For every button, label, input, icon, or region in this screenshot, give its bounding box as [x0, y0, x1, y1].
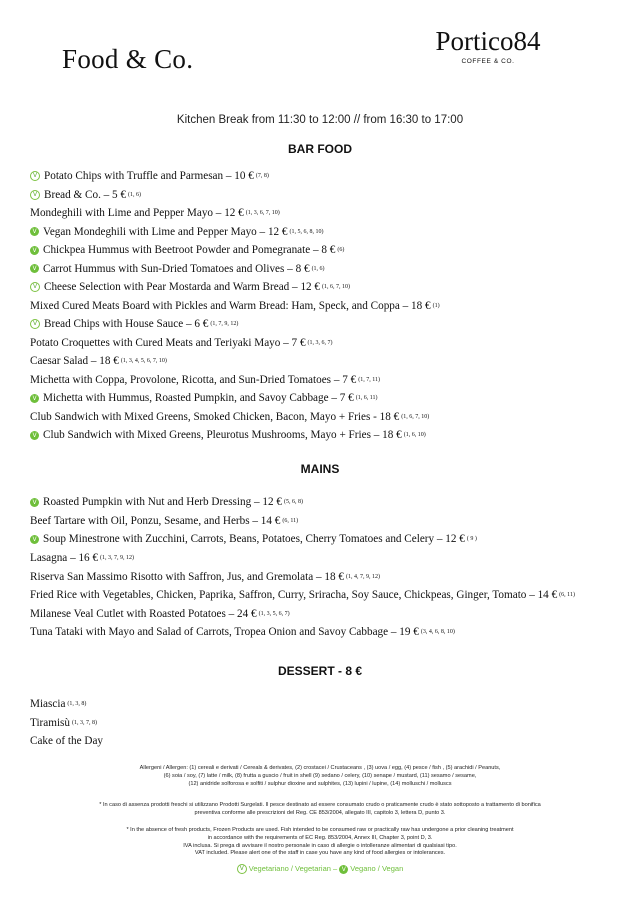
menu-item	[30, 695, 635, 714]
menu-item	[30, 260, 635, 279]
menu-item-allergens: (1, 3, 6, 7, 10)	[245, 210, 280, 217]
menu-item-allergens: (1, 4, 7, 9, 12)	[345, 573, 380, 580]
footer-note-line: VAT included. Please alert one of the staff in case you have any kind of food allergies or intolerances.	[194, 850, 446, 857]
menu-item	[30, 167, 635, 186]
menu-item	[30, 530, 635, 549]
allergen-legend	[60, 765, 580, 788]
menu-item-allergens: (1, 6, 7, 10)	[322, 284, 351, 291]
vegetarian-icon: V	[30, 171, 40, 181]
vegan-icon: V	[30, 535, 39, 544]
menu-item-text: Michetta with Coppa, Provolone, Ricotta, and Sun-Dried Tomatoes – 7 €	[30, 373, 357, 386]
menu-item-text: Roasted Pumpkin with Nut and Herb Dressing – 12 €	[43, 496, 282, 509]
menu-item-text: Soup Minestrone with Zucchini, Carrots, Beans, Potatoes, Cherry Tomatoes and Celery – 12 €	[43, 533, 465, 546]
vegan-icon: V	[30, 246, 39, 255]
menu-item-text: Michetta with Hummus, Roasted Pumpkin, and Savoy Cabbage – 7 €	[43, 392, 354, 405]
vegan-icon: V	[30, 264, 39, 273]
menu-item-text: Miascia	[30, 698, 66, 711]
vegetarian-icon: V	[237, 864, 247, 874]
menu-item-text: Lasagna – 16 €	[30, 552, 99, 565]
menu-item	[30, 371, 635, 390]
vegetarian-icon: V	[30, 319, 40, 329]
menu-item-text: Bread Chips with House Sauce – 6 €	[44, 318, 209, 331]
vegetarian-icon: V	[30, 282, 40, 292]
menu-item-allergens: (1, 3, 4, 5, 6, 7, 10)	[120, 358, 167, 365]
menu-item	[30, 352, 635, 371]
footer-note-line: preventiva conforme alle prescrizioni del Reg. CE 853/2004, allegato III, capitolo 3, lettera D, punto 3.	[194, 809, 446, 816]
menu-item-allergens: (7, 8)	[255, 173, 269, 180]
menu-item-allergens: (6)	[337, 247, 345, 254]
footer-note-line: in accordance with the requirements of EC Reg. 853/2004, Annex III, Chapter 3, point D, 3.	[207, 834, 433, 841]
menu-item-allergens: (1, 3, 7, 9, 12)	[100, 555, 135, 562]
brand-portico84-subtitle: COFFEE & CO.	[461, 58, 515, 65]
menu-item-text: Club Sandwich with Mixed Greens, Smoked Chicken, Bacon, Mayo + Fries - 18 €	[30, 410, 400, 423]
menu-item	[30, 623, 635, 642]
menu-item	[30, 549, 635, 568]
vegetarian-icon: V	[30, 190, 40, 200]
vegan-icon: V	[30, 227, 39, 236]
menu-item-text: Potato Croquettes with Cured Meats and Teriyaki Mayo – 7 €	[30, 336, 306, 349]
menu-item-allergens: (1, 6, 7, 10)	[401, 413, 430, 420]
menu-item	[30, 605, 635, 624]
menu-item-text: Fried Rice with Vegetables, Chicken, Paprika, Saffron, Curry, Sriracha, Soy Sauce, Chickpeas, Ginger, Tomato – 14 €	[30, 589, 558, 602]
brand-food-and-co: Food & Co.	[62, 44, 194, 74]
menu-item-allergens: (1, 7, 11)	[358, 376, 380, 383]
menu-item-allergens: (1, 6, 11)	[355, 395, 378, 402]
menu-item-allergens: (1)	[432, 302, 440, 309]
menu-item	[30, 278, 635, 297]
diet-legend	[0, 864, 640, 874]
menu-item	[30, 223, 635, 242]
menu-item-allergens: (1, 6)	[311, 265, 325, 272]
menu-item-allergens: (1, 7, 9, 12)	[210, 321, 239, 328]
menu-item-text: Carrot Hummus with Sun-Dried Tomatoes and Olives – 8 €	[43, 262, 310, 275]
menu-item	[30, 241, 635, 260]
footer-note-line: IVA inclusa. Si prega di avvisare il nostro personale in caso di allergie o intolleranze alimentari di qualsiasi tipo.	[183, 842, 457, 849]
menu-item-text: Mixed Cured Meats Board with Pickles and Warm Bread: Ham, Speck, and Coppa – 18 €	[30, 299, 431, 312]
menu-item-allergens: (6, 11)	[559, 592, 575, 599]
menu-item	[30, 732, 635, 751]
brand-portico84	[428, 26, 548, 65]
menu-item-text: Chickpea Hummus with Beetroot Powder and Pomegranate – 8 €	[43, 244, 336, 257]
mains-list	[30, 493, 635, 642]
menu-item-allergens: (5, 6, 8)	[283, 499, 303, 506]
vegan-icon: V	[30, 431, 39, 440]
menu-item-text: Milanese Veal Cutlet with Roasted Potatoes – 24 €	[30, 607, 257, 620]
menu-item-allergens: (1, 3, 7, 8)	[72, 719, 97, 726]
menu-item	[30, 204, 635, 223]
legend-vegetarian-label: Vegetariano / Vegetarian –	[248, 864, 338, 873]
english-frozen-note	[60, 827, 580, 858]
footer-note-line: * In the absence of fresh products, Frozen Products are used. Fish intended to be consumed raw or practically raw has undergone a prior cleaning treatment	[126, 827, 514, 833]
menu-item-text: Club Sandwich with Mixed Greens, Pleurotus Mushrooms, Mayo + Fries – 18 €	[43, 429, 402, 442]
menu-item	[30, 334, 635, 353]
menu-item-text: Beef Tartare with Oil, Ponzu, Sesame, and Herbs – 14 €	[30, 514, 281, 527]
menu-item	[30, 297, 635, 316]
menu-item	[30, 186, 635, 205]
footer-note-line: (6) soia / soy, (7) latte / milk, (8) frutta a guscio / fruit in shell (9) sedano / celery, (10) senape / mustard, (11) sesamo / sesame,	[163, 772, 477, 779]
menu-item	[30, 586, 635, 605]
menu-item	[30, 567, 635, 586]
menu-item-text: Mondeghili with Lime and Pepper Mayo – 12 €	[30, 207, 244, 220]
menu-item	[30, 389, 635, 408]
dessert-list	[30, 695, 635, 751]
menu-item-allergens: (3, 4, 6, 8, 10)	[420, 629, 455, 636]
menu-item-text: Caesar Salad – 18 €	[30, 355, 119, 368]
section-title-dessert: DESSERT - 8 €	[277, 664, 363, 678]
menu-item-allergens: ( 9 )	[466, 536, 477, 543]
menu-item	[30, 315, 635, 334]
vegan-icon: V	[30, 498, 39, 507]
footer-note-line: (12) anidride solforosa e solfiti / sulphur dioxine and sulphites, (13) lupini / lupine, (14) molluschi / molluscs	[188, 780, 452, 787]
menu-item-text: Bread & Co. – 5 €	[44, 188, 127, 201]
menu-item	[30, 426, 635, 445]
menu-item-allergens: (1, 3, 6, 7)	[307, 339, 333, 346]
menu-item-allergens: (1, 5, 6, 8, 10)	[289, 228, 324, 235]
menu-item-text: Potato Chips with Truffle and Parmesan – 10 €	[44, 170, 254, 183]
menu-item-allergens: (1, 3, 5, 6, 7)	[258, 610, 290, 617]
legend-vegan-label: Vegano / Vegan	[350, 864, 404, 873]
menu-item-allergens: (1, 3, 8)	[67, 701, 87, 708]
vegan-icon: V	[339, 865, 348, 874]
footer-note-line: * In caso di assenza prodotti freschi si utilizzano Prodotti Surgelati. Il pesce destinato ad essere consumato crudo o praticamente crudo è stato sottoposto a trattamento di bonifica	[99, 802, 541, 808]
menu-item	[30, 714, 635, 733]
menu-item-text: Cake of the Day	[30, 735, 104, 748]
section-title-mains: MAINS	[300, 462, 340, 476]
menu-item	[30, 512, 635, 531]
italian-frozen-note	[60, 802, 580, 818]
menu-item	[30, 408, 635, 427]
menu-item-allergens: (1, 6, 10)	[403, 432, 426, 439]
section-title-bar-food: BAR FOOD	[288, 142, 352, 156]
menu-item-allergens: (1, 6)	[128, 191, 142, 198]
menu-item-text: Cheese Selection with Pear Mostarda and Warm Bread – 12 €	[44, 281, 321, 294]
menu-item	[30, 493, 635, 512]
menu-item-text: Tiramisù	[30, 716, 70, 729]
vegan-icon: V	[30, 394, 39, 403]
menu-item-text: Vegan Mondeghili with Lime and Pepper Mayo – 12 €	[43, 225, 288, 238]
brand-portico84-name: Portico84	[435, 26, 541, 56]
footer-note-line: Allergeni / Allergen: (1) cereali e derivati / Cereals & derivates, (2) crostacei / Crustaceans , (3) uova / egg, (4) pesce / fish , (5) arachidi / Peanuts,	[139, 765, 501, 771]
menu-item-allergens: (6, 11)	[282, 517, 299, 524]
bar-food-list	[30, 167, 635, 445]
menu-item-text: Riserva San Massimo Risotto with Saffron, Jus, and Gremolata – 18 €	[30, 570, 344, 583]
kitchen-hours: Kitchen Break from 11:30 to 12:00 // from 16:30 to 17:00	[176, 114, 464, 126]
menu-item-text: Tuna Tataki with Mayo and Salad of Carrots, Tropea Onion and Savoy Cabbage – 19 €	[30, 626, 419, 639]
